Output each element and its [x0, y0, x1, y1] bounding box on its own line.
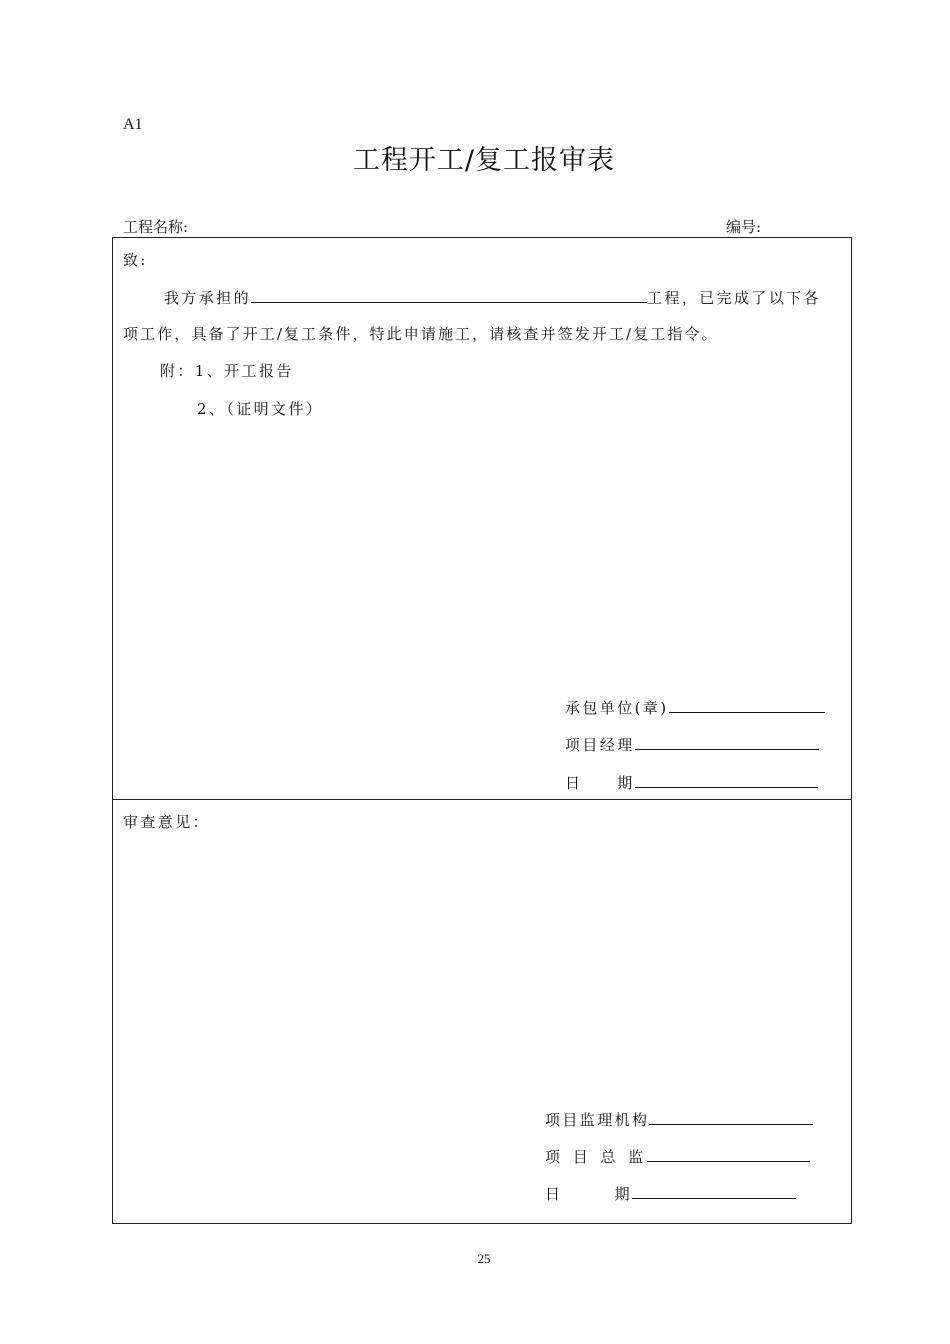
review-date-blank[interactable] [632, 1183, 796, 1199]
manager-signature-blank[interactable] [635, 734, 819, 750]
attachment-item-1: 附：1、开工报告 [160, 362, 294, 380]
review-opinion-label: 审查意见： [123, 813, 211, 831]
supervision-org-row [545, 1109, 813, 1130]
manager-signature-row [565, 734, 819, 755]
addressee-label: 致: [123, 251, 148, 269]
project-name-label: 工程名称: [123, 218, 189, 236]
review-date-row [545, 1183, 796, 1204]
chief-supervisor-row [545, 1146, 810, 1167]
chief-supervisor-blank[interactable] [647, 1146, 810, 1162]
contractor-signature-row [565, 697, 825, 718]
page-number: 25 [477, 1251, 491, 1266]
form-code: A1 [123, 116, 143, 133]
application-date-blank[interactable] [635, 772, 818, 788]
project-name-blank[interactable] [251, 287, 647, 303]
chief-supervisor-label: 项 目 总 监 [545, 1148, 648, 1166]
manager-label: 项目经理 [565, 736, 635, 754]
page-title: 工程开工/复工报审表 [352, 145, 616, 176]
application-date-label: 日 期 [565, 774, 635, 792]
statement-line-2: 项工作，具备了开工/复工条件，特此申请施工，请核查并签发开工/复工指令。 [123, 325, 719, 343]
statement-prefix: 我方承担的 [164, 289, 252, 307]
serial-number-label: 编号: [726, 218, 762, 236]
supervision-org-label: 项目监理机构 [545, 1111, 650, 1129]
supervision-org-blank[interactable] [649, 1109, 813, 1125]
statement-suffix: 工程，已完成了以下各 [647, 289, 822, 307]
contractor-label: 承包单位(章) [565, 699, 669, 717]
application-date-row [565, 772, 818, 793]
attachment-item-2: 2、（证明文件） [197, 400, 324, 418]
statement-line-1 [164, 287, 821, 308]
review-date-label: 日 期 [545, 1185, 633, 1203]
contractor-signature-blank[interactable] [669, 697, 825, 713]
